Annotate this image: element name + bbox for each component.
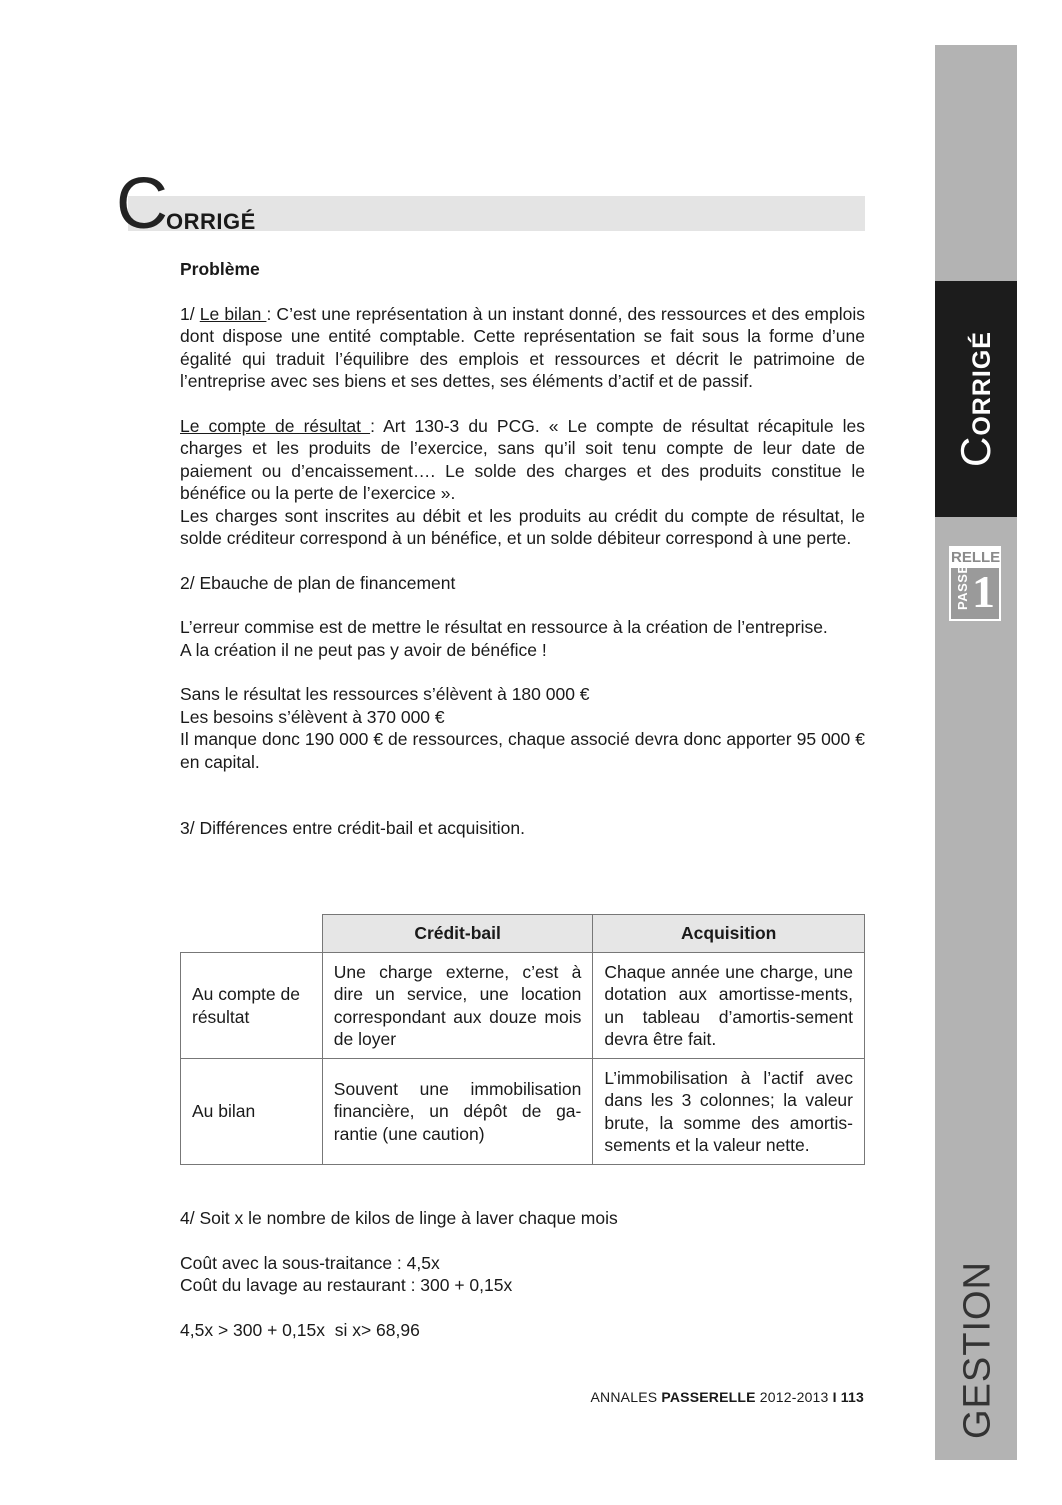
page-footer: ANNALES PASSERELLE 2012-2013 I 113 [590, 1389, 864, 1405]
heading-initial: C [116, 164, 168, 244]
table-header-credit-bail: Crédit-bail [322, 915, 593, 953]
table-row [181, 1059, 865, 1165]
compte-resultat-paragraph: Le compte de résultat : Art 130-3 du PCG. « Le compte de résultat récapitule les charges et les produits de l’exercice, sans qu’il soit tenu compte de leur date de paiement ou d’encaissement…. Le solde des charges et des produits constitue le bénéfice ou la perte de l’exercice ». [180, 415, 866, 503]
q2-line-5: Il manque donc 190 000 € de ressources, chaque associé devra donc apporter 95 000 € en capital. [180, 729, 865, 772]
logo-passe-text: PASSE [955, 564, 970, 610]
q4-content [180, 1207, 865, 1341]
q4-title: 4/ Soit x le nombre de kilos de linge à laver chaque mois [180, 1208, 618, 1228]
comparison-table [180, 914, 865, 1165]
q1-paragraph: 1/ Le bilan : C’est une représentation à un instant donné, des ressources et des emplois dont dispose une entité comptable. Cette représentation se fait sous la forme d’une égalité qui traduit l’équilibre des emplois et ressources et décrit le patrimoine de l’entreprise avec ses biens et ses dettes, ses éléments d’actif et de passif. [180, 303, 865, 391]
heading-title: ORRIGÉ [166, 209, 256, 234]
compte-resultat-paragraph-2: Les charges sont inscrites au débit et les produits au crédit du compte de résultat, le solde créditeur correspond à un bénéfice, et un solde débiteur correspond à une perte. [180, 505, 865, 548]
q2-title: 2/ Ebauche de plan de financement [180, 572, 456, 593]
q2-line-4: Les besoins s’élèvent à 370 000 € [180, 706, 445, 727]
side-tab-bar [935, 45, 1017, 1460]
logo-number: 1 [972, 566, 995, 617]
side-tab-corrige-label: CORRIGÉ [952, 331, 999, 467]
table-cell-row-label: Au compte de résultat [181, 953, 323, 1059]
side-tab-gestion-label: GESTION [956, 1260, 999, 1440]
table-header-row [181, 915, 865, 953]
side-tab-corrige [935, 281, 1017, 517]
q2-line-2: A la création il ne peut pas y avoir de bénéfice ! [180, 639, 547, 660]
table-cell: Souvent une immobilisation financière, un dépôt de ga-rantie (une caution) [322, 1059, 593, 1165]
q3-title: 3/ Différences entre crédit-bail et acquisition. [180, 818, 525, 838]
q2-line-1: L’erreur commise est de mettre le résultat en ressource à la création de l’entreprise. [180, 617, 828, 637]
section-title: Problème [180, 259, 260, 279]
q2-line-3: Sans le résultat les ressources s’élèvent à 180 000 € [180, 684, 590, 704]
table-header-acquisition: Acquisition [593, 915, 865, 953]
table-cell: L’immobilisation à l’actif avec dans les 3 colonnes; la valeur brute, la somme des amortis-sements et la valeur nette. [593, 1059, 865, 1165]
table-header-empty [181, 915, 323, 953]
q4-line-2: Coût du lavage au restaurant : 300 + 0,15x [180, 1275, 513, 1295]
table-cell-row-label: Au bilan [181, 1059, 323, 1165]
table-row [181, 953, 865, 1059]
table-cell: Une charge externe, c’est à dire un service, une location correspondant aux douze mois de loyer [322, 953, 593, 1059]
q4-line-3: 4,5x > 300 + 0,15x si x> 68,96 [180, 1319, 420, 1340]
q4-line-1: Coût avec la sous-traitance : 4,5x [180, 1252, 440, 1273]
main-content [180, 258, 865, 840]
passerelle-logo [949, 546, 1001, 621]
table-cell: Chaque année une charge, une dotation aux amortisse-ments, un tableau d’amortis-sement devra être fait. [593, 953, 865, 1059]
logo-relle-text: RELLE [951, 549, 1001, 566]
